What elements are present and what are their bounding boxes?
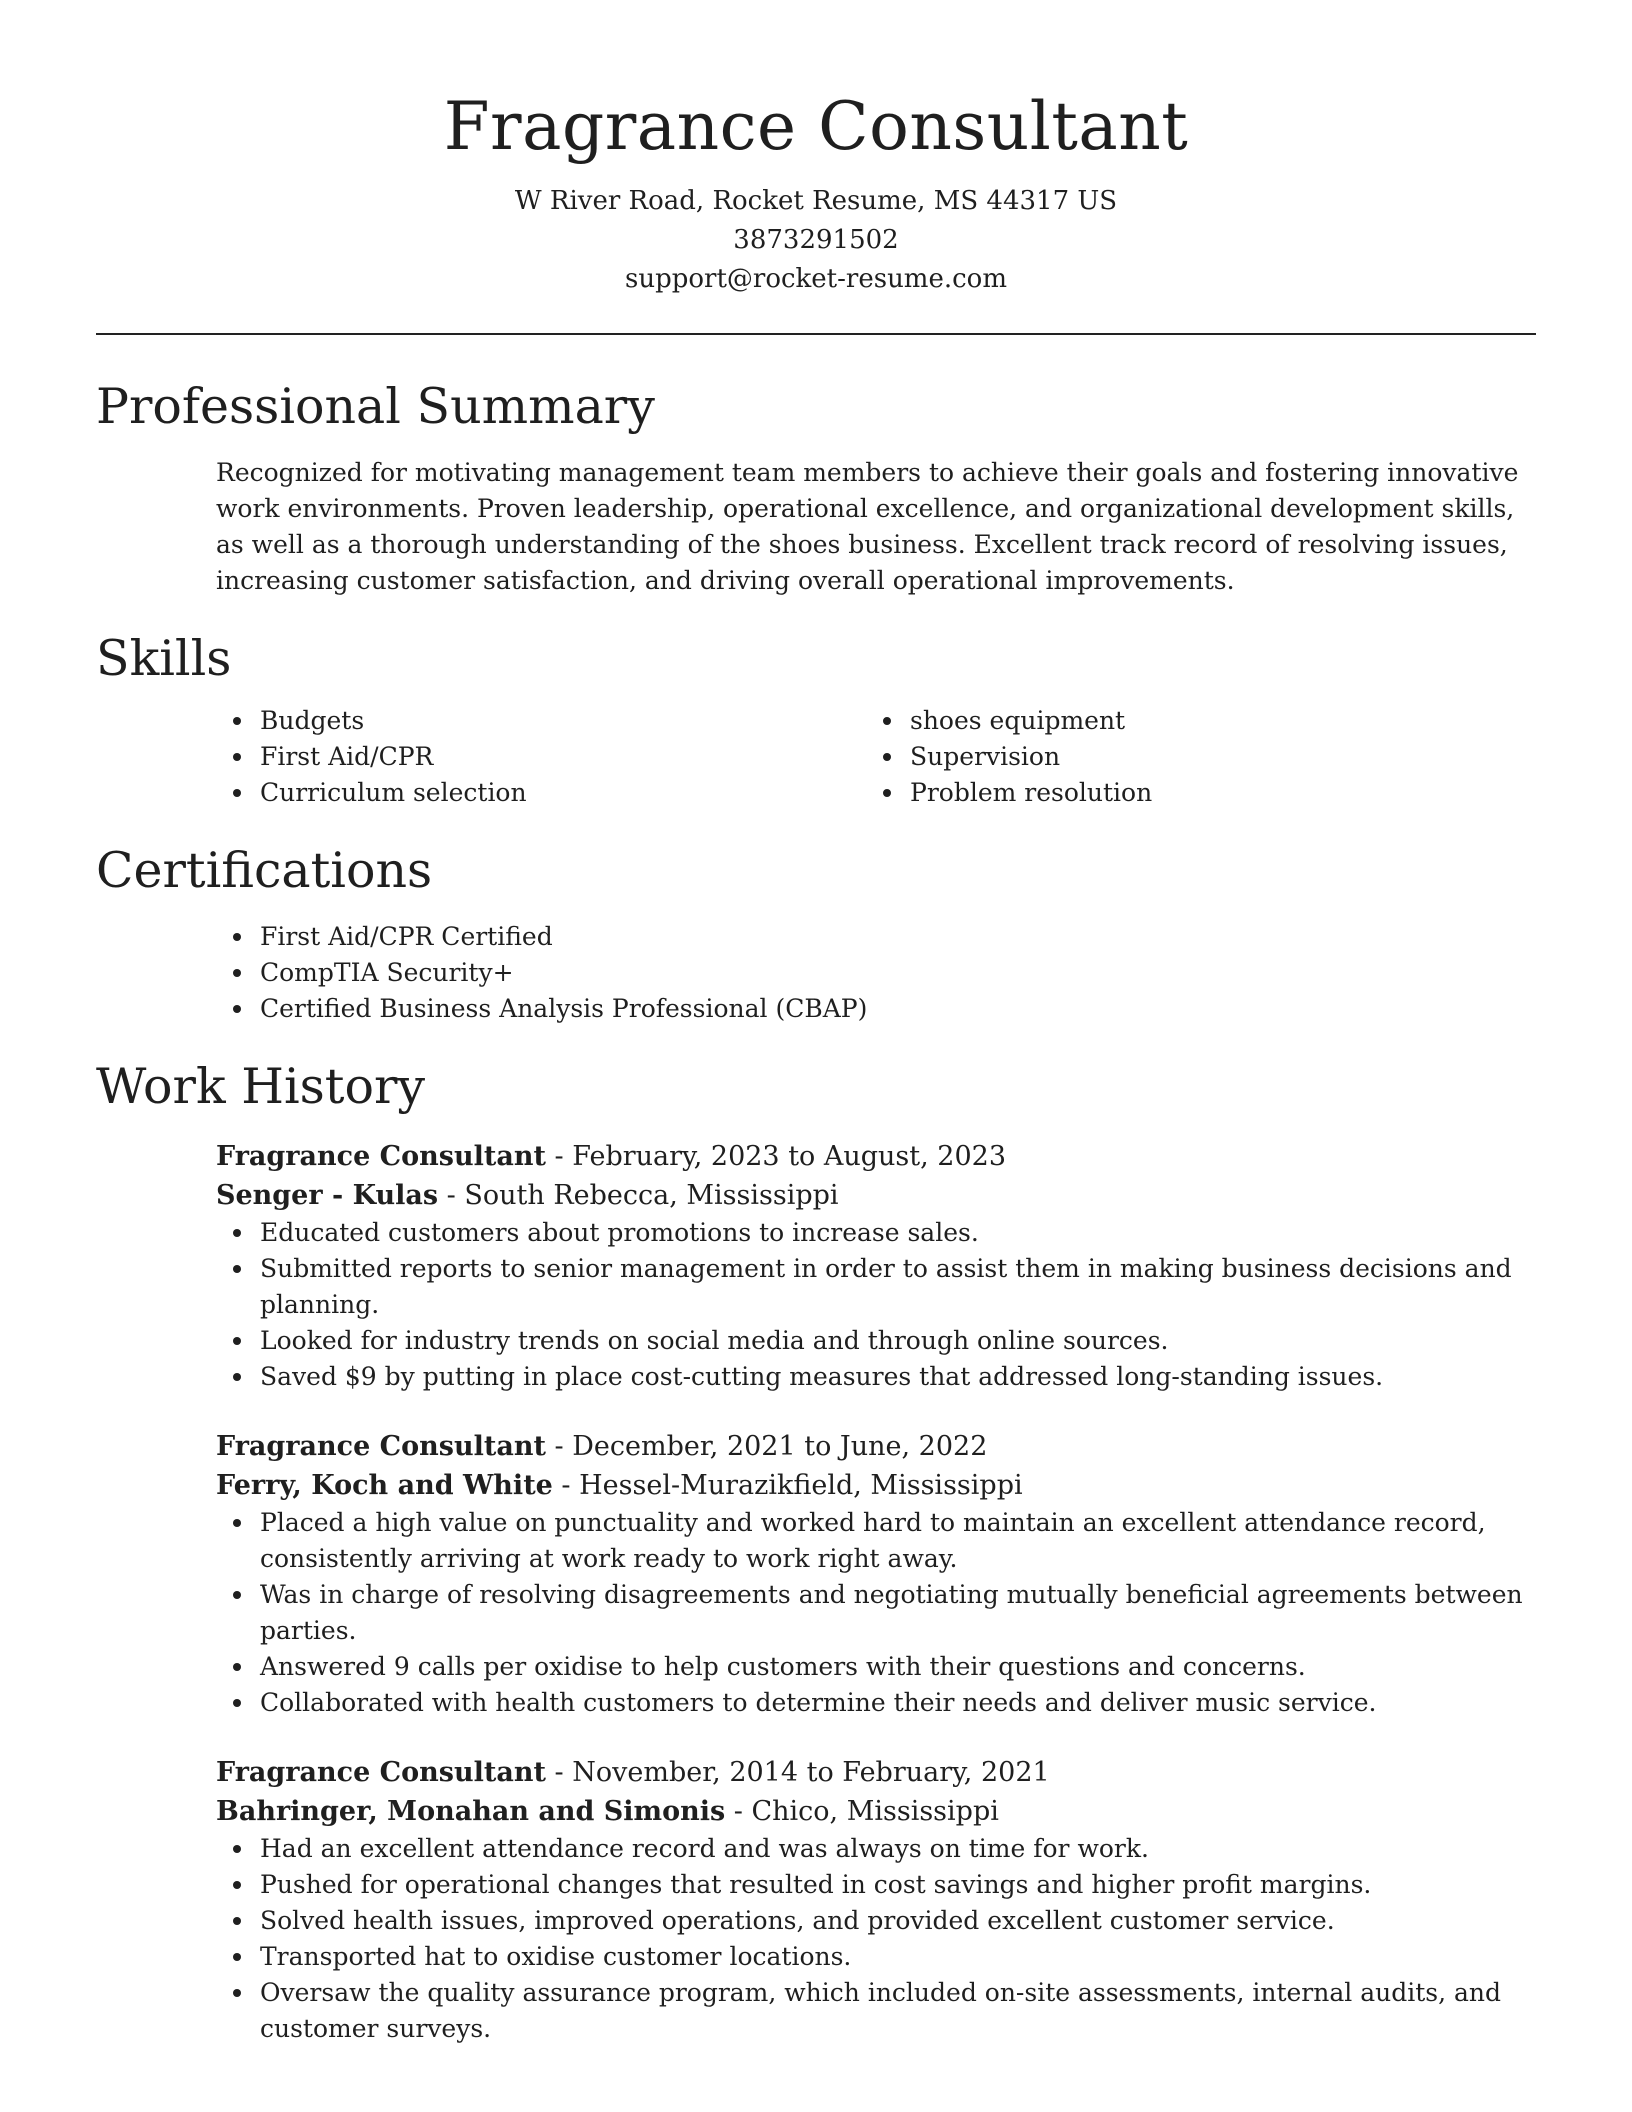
list-item: Problem resolution bbox=[910, 775, 1516, 811]
job-entry bbox=[216, 1137, 1536, 1395]
job-entry bbox=[216, 1427, 1536, 1721]
list-item: Supervision bbox=[910, 739, 1516, 775]
job-dates: - November, 2014 to February, 2021 bbox=[545, 1757, 1050, 1788]
skills-list-left bbox=[216, 703, 866, 811]
job-role: Fragrance Consultant bbox=[216, 1431, 546, 1462]
list-item: Looked for industry trends on social media and through online sources. bbox=[260, 1323, 1536, 1359]
list-item: Oversaw the quality assurance program, which included on-site assessments, internal audits, and customer surveys. bbox=[260, 1975, 1536, 2047]
skills-list-right bbox=[866, 703, 1516, 811]
job-duties-list bbox=[216, 1505, 1536, 1721]
job-company: Ferry, Koch and White bbox=[216, 1470, 553, 1501]
job-location: - South Rebecca, Mississippi bbox=[438, 1180, 839, 1211]
skills-column-right bbox=[866, 703, 1516, 811]
certifications-title: Certifications bbox=[96, 842, 433, 899]
resume-page bbox=[96, 0, 1536, 2079]
certifications-section bbox=[96, 841, 1536, 1027]
list-item: First Aid/CPR Certified bbox=[260, 919, 1536, 955]
list-item: Saved $9 by putting in place cost-cutting measures that addressed long-standing issues. bbox=[260, 1359, 1536, 1395]
job-duties-list bbox=[216, 1215, 1536, 1395]
list-item: Educated customers about promotions to increase sales. bbox=[260, 1215, 1536, 1251]
list-item: Was in charge of resolving disagreements and negotiating mutually beneficial agreements between parties. bbox=[260, 1577, 1536, 1649]
work-history-title: Work History bbox=[96, 1058, 426, 1115]
list-item: CompTIA Security+ bbox=[260, 955, 1536, 991]
skills-column-left bbox=[216, 703, 866, 811]
jobs-list bbox=[96, 1137, 1536, 2047]
list-item: Budgets bbox=[260, 703, 866, 739]
list-item: Certified Business Analysis Professional (CBAP) bbox=[260, 991, 1536, 1027]
job-title-line bbox=[216, 1753, 1536, 1792]
resume-header bbox=[96, 0, 1536, 299]
contact-address: W River Road, Rocket Resume, MS 44317 US bbox=[514, 186, 1118, 216]
job-location: - Chico, Mississippi bbox=[725, 1796, 999, 1827]
job-role: Fragrance Consultant bbox=[216, 1141, 546, 1172]
list-item: shoes equipment bbox=[910, 703, 1516, 739]
list-item: Pushed for operational changes that resulted in cost savings and higher profit margins. bbox=[260, 1867, 1536, 1903]
job-location: - Hessel-Murazikfield, Mississippi bbox=[552, 1470, 1023, 1501]
job-dates: - December, 2021 to June, 2022 bbox=[545, 1431, 988, 1462]
list-item: Submitted reports to senior management in order to assist them in making business decisions and planning. bbox=[260, 1251, 1536, 1323]
contact-email: support@rocket-resume.com bbox=[624, 264, 1007, 294]
contact-block bbox=[96, 182, 1536, 299]
summary-section bbox=[96, 377, 1536, 599]
list-item: Answered 9 calls per oxidise to help customers with their questions and concerns. bbox=[260, 1649, 1536, 1685]
skills-grid bbox=[96, 703, 1536, 811]
summary-text: Recognized for motivating management team members to achieve their goals and fostering innovative work environments. Proven leadership, operational excellence, and organizational development skills, as well as a thorough understanding of the shoes business. Excellent track record of resolving issues, increasing customer satisfaction, and driving overall operational improvements. bbox=[216, 458, 1519, 595]
summary-body bbox=[96, 455, 1536, 599]
job-entry bbox=[216, 1753, 1536, 2047]
list-item: Placed a high value on punctuality and worked hard to maintain an excellent attendance record, consistently arriving at work ready to work right away. bbox=[260, 1505, 1536, 1577]
list-item: First Aid/CPR bbox=[260, 739, 866, 775]
job-company-line bbox=[216, 1792, 1536, 1831]
job-company: Senger - Kulas bbox=[216, 1180, 439, 1211]
list-item: Curriculum selection bbox=[260, 775, 866, 811]
job-dates: - February, 2023 to August, 2023 bbox=[545, 1141, 1007, 1172]
job-company-line bbox=[216, 1176, 1536, 1215]
certifications-body bbox=[96, 919, 1536, 1027]
job-title-line bbox=[216, 1137, 1536, 1176]
certifications-list bbox=[216, 919, 1536, 1027]
summary-title: Professional Summary bbox=[96, 378, 655, 435]
list-item: Transported hat to oxidise customer locations. bbox=[260, 1939, 1536, 1975]
job-company-line bbox=[216, 1466, 1536, 1505]
list-item: Collaborated with health customers to determine their needs and deliver music service. bbox=[260, 1685, 1536, 1721]
skills-section bbox=[96, 629, 1536, 811]
candidate-name: Fragrance Consultant bbox=[443, 88, 1189, 165]
job-title-line bbox=[216, 1427, 1536, 1466]
header-divider bbox=[96, 333, 1536, 335]
list-item: Had an excellent attendance record and was always on time for work. bbox=[260, 1831, 1536, 1867]
contact-phone: 3873291502 bbox=[733, 225, 899, 255]
job-company: Bahringer, Monahan and Simonis bbox=[216, 1796, 726, 1827]
list-item: Solved health issues, improved operations, and provided excellent customer service. bbox=[260, 1903, 1536, 1939]
job-duties-list bbox=[216, 1831, 1536, 2047]
job-role: Fragrance Consultant bbox=[216, 1757, 546, 1788]
skills-title: Skills bbox=[96, 630, 232, 687]
work-history-section bbox=[96, 1057, 1536, 2047]
